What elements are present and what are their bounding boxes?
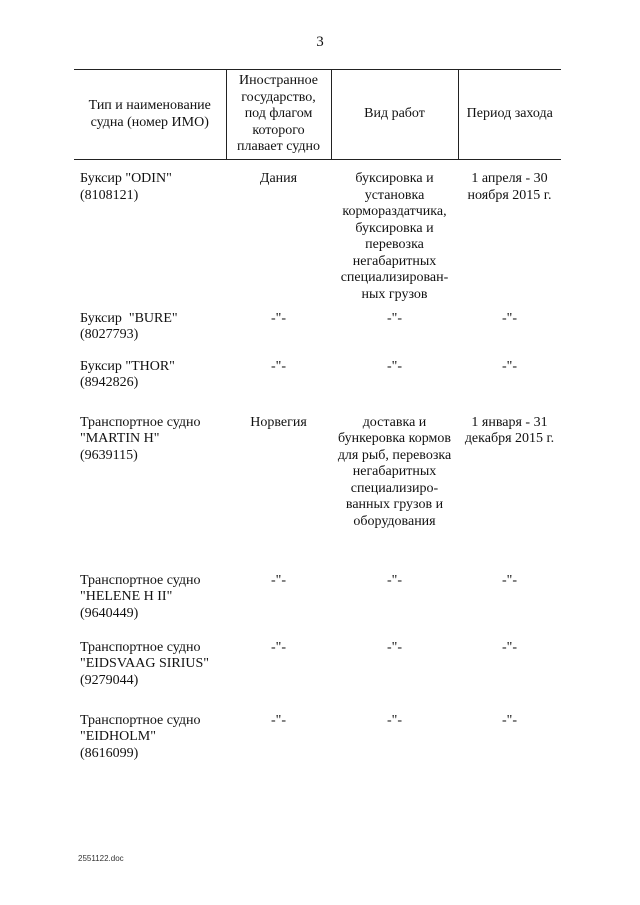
table-row [74,311,561,359]
flag-state: -"- [270,639,287,655]
flag-state: -"- [270,358,287,374]
period: -"- [501,310,518,326]
period: -"- [501,712,518,728]
vessel-imo: (8942826) [80,375,139,390]
table-row [74,160,561,311]
flag-state: -"- [270,310,287,326]
document-filename: 2551122.doc [78,854,124,863]
table-row [74,573,561,640]
work-type: -"- [386,358,403,374]
page-number: 3 [316,34,324,50]
header-flag-state: Иностранное государство, под флагом которого плавает судно [226,70,331,160]
flag-state: Норвегия [250,414,307,430]
work-type: -"- [386,310,403,326]
vessel-name: "BURE" [128,310,178,326]
work-type: -"- [386,639,403,655]
vessel-cell [74,415,226,573]
period: -"- [501,572,518,588]
period: -"- [501,639,518,655]
vessel-imo: (9639115) [80,447,138,463]
vessel-name: "MARTIN H" [80,431,160,446]
vessel-type: Транспортное судно [80,639,201,655]
vessel-cell [74,640,226,713]
vessel-imo: (9279044) [80,672,139,688]
table-row [74,713,561,769]
header-vessel: Тип и наименование судна (номер ИМО) [74,70,226,160]
vessel-name: "HELENE H II" [80,589,173,604]
period: 1 апреля - 30 ноября 2015 г. [467,171,552,203]
vessel-type: Транспортное судно [80,572,201,588]
vessel-imo: (8027793) [80,327,139,342]
vessel-name: "EIDSVAAG SIRIUS" [80,656,210,671]
work-type: -"- [386,712,403,728]
vessel-type: Буксир [80,358,122,374]
period: -"- [501,358,518,374]
vessel-cell [74,573,226,640]
vessel-imo: (9640449) [80,605,139,621]
flag-state: Дания [259,171,298,186]
flag-state: -"- [270,572,287,588]
vessel-name: "THOR" [125,358,175,374]
vessel-type: Буксир [80,171,122,186]
vessel-cell [74,713,226,769]
table-row [74,640,561,713]
vessel-imo: (8616099) [80,745,139,761]
vessel-cell [74,311,226,359]
flag-state: -"- [270,712,287,728]
table-header-row [74,70,561,160]
vessel-cell [74,359,226,415]
vessel-name: "ODIN" [125,171,172,186]
table-row [74,359,561,415]
vessel-imo: (8108121) [80,187,139,203]
vessels-table [74,69,561,769]
vessel-cell [74,160,226,311]
work-type: буксировка и установка кормораздатчика, буксировка и перевозка негабаритных специализирован-ных грузов [340,171,449,302]
vessel-name: "EIDHOLM" [80,729,156,744]
header-work-type: Вид работ [331,70,458,160]
vessel-type: Транспортное судно [80,712,201,728]
work-type: -"- [386,572,403,588]
vessel-type: Транспортное судно [80,414,201,430]
period: 1 января - 31 декабря 2015 г. [464,414,555,446]
vessel-type: Буксир [80,310,122,326]
table-row [74,415,561,573]
work-type: доставка и бункеровка кормов для рыб, перевозка негабаритных специализиро-ванных грузов и оборудования [337,414,452,529]
header-period: Период захода [458,70,561,160]
